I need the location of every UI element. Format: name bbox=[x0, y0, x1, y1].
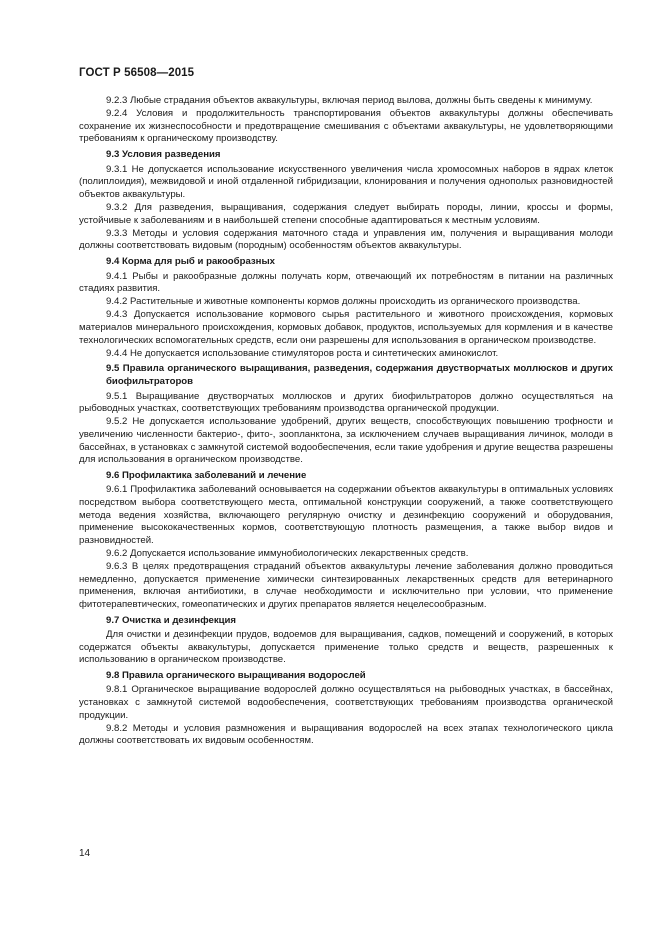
paragraph-9-4-3: 9.4.3 Допускается использование кормового сырья растительного и животного происхождения, кормовых материалов минерального происхождения, кормовых добавок, продуктов, используемых для кормления и в качестве технологических вспомогательных средств, если они разрешены для использования в органическом производстве. bbox=[79, 309, 613, 346]
paragraph-9-3-1: 9.3.1 Не допускается использование искусственного увеличения числа хромосомных наборов в ядрах клеток (полиплоидия), межвидовой и иной отдаленной гибридизации, клонирования и получения однополых разновидностей объектов аквакультуры. bbox=[79, 163, 613, 200]
section-heading-9-6: 9.6 Профилактика заболеваний и лечение bbox=[106, 469, 307, 481]
paragraph-9-2-4: 9.2.4 Условия и продолжительность транспортирования объектов аквакультуры должны обеспечивать сохранение их жизнеспособности и предотвращение смешивания с объектами аквакультуры, не удовлетворяющими требованиям к органическому производству. bbox=[79, 108, 613, 145]
document-header: ГОСТ Р 56508—2015 bbox=[79, 67, 195, 79]
section-heading-9-8: 9.8 Правила органического выращивания водорослей bbox=[106, 669, 366, 681]
paragraph-9-4-1: 9.4.1 Рыбы и ракообразные должны получать корм, отвечающий их потребностям в питании на различных стадиях развития. bbox=[79, 270, 613, 295]
section-heading-9-4: 9.4 Корма для рыб и ракообразных bbox=[106, 255, 276, 267]
section-heading-9-5: 9.5 Правила органического выращивания, разведения, содержания двустворчатых моллюсков и других биофильтраторов bbox=[106, 363, 613, 388]
paragraph-9-7: Для очистки и дезинфекции прудов, водоемов для выращивания, садков, помещений и сооружений, в которых содержатся объекты аквакультуры, допускается применение только средств и веществ, разрешенных к использованию в органическом производстве. bbox=[79, 629, 613, 666]
paragraph-9-6-2: 9.6.2 Допускается использование иммунобиологических лекарственных средств. bbox=[106, 547, 469, 559]
paragraph-9-3-2: 9.3.2 Для разведения, выращивания, содержания следует выбирать породы, линии, кроссы и формы, устойчивые к заболеваниям и в наибольшей степени способные адаптироваться к местным условиям. bbox=[79, 201, 613, 226]
paragraph-9-5-1: 9.5.1 Выращивание двустворчатых моллюсков и других биофильтраторов должно осуществляться на рыбоводных участках, соответствующих требованиям производства органической продукции. bbox=[79, 390, 613, 415]
paragraph-9-6-3: 9.6.3 В целях предотвращения страданий объектов аквакультуры лечение заболевания должно проводиться немедленно, допускается применение химически синтезированных лекарственных средств для ветеринарного применения, включая антибиотики, в случае необходимости и исключительно при условии, что применение фитотерапевтических, гомеопатических и других препаратов является нецелесообразным. bbox=[79, 561, 613, 610]
section-heading-9-3: 9.3 Условия разведения bbox=[106, 148, 221, 160]
page-number: 14 bbox=[79, 848, 91, 859]
section-heading-9-7: 9.7 Очистка и дезинфекция bbox=[106, 614, 237, 626]
paragraph-9-6-1: 9.6.1 Профилактика заболеваний основывается на содержании объектов аквакультуры в оптимальных условиях посредством выбора соответствующего места, оптимальной конструкции сооружений, а также соответствующего метода ведения хозяйства, включающего регулярную очистку и дезинфекцию сооружений и оборудования, применение высококачественных кормов, соответствующую плотность размещения, а также выбор видов и разновидностей. bbox=[79, 484, 613, 546]
paragraph-9-8-1: 9.8.1 Органическое выращивание водорослей должно осуществляться на рыбоводных участках, в бассейнах, установках с замкнутой системой водообеспечения, соответствующих требованиям производства органической продукции. bbox=[79, 684, 613, 721]
document-body bbox=[79, 95, 613, 748]
paragraph-9-4-2: 9.4.2 Растительные и животные компоненты кормов должны происходить из органического производства. bbox=[106, 296, 581, 308]
paragraph-9-2-3: 9.2.3 Любые страдания объектов аквакультуры, включая период вылова, должны быть сведены к минимуму. bbox=[106, 95, 593, 106]
paragraph-9-5-2: 9.5.2 Не допускается использование удобрений, других веществ, способствующих повышению трофности и увеличению численности бактерио-, фито-, зоопланктона, за исключением случаев выращивания личинок, молоди в бассейнах, в установках с замкнутой системой водообеспечения, если такие удобрения и другие вещества разрешены для использования в органическом производстве. bbox=[79, 416, 613, 466]
paragraph-9-8-2: 9.8.2 Методы и условия размножения и выращивания водорослей на всех этапах технологического цикла должны соответствовать их видовым особенностям. bbox=[79, 722, 613, 747]
paragraph-9-3-3: 9.3.3 Методы и условия содержания маточного стада и управления им, получения и выращивания молоди должны соответствовать видовым (породным) особенностям объектов аквакультуры. bbox=[79, 227, 613, 252]
paragraph-9-4-4: 9.4.4 Не допускается использование стимуляторов роста и синтетических аминокислот. bbox=[106, 347, 499, 359]
